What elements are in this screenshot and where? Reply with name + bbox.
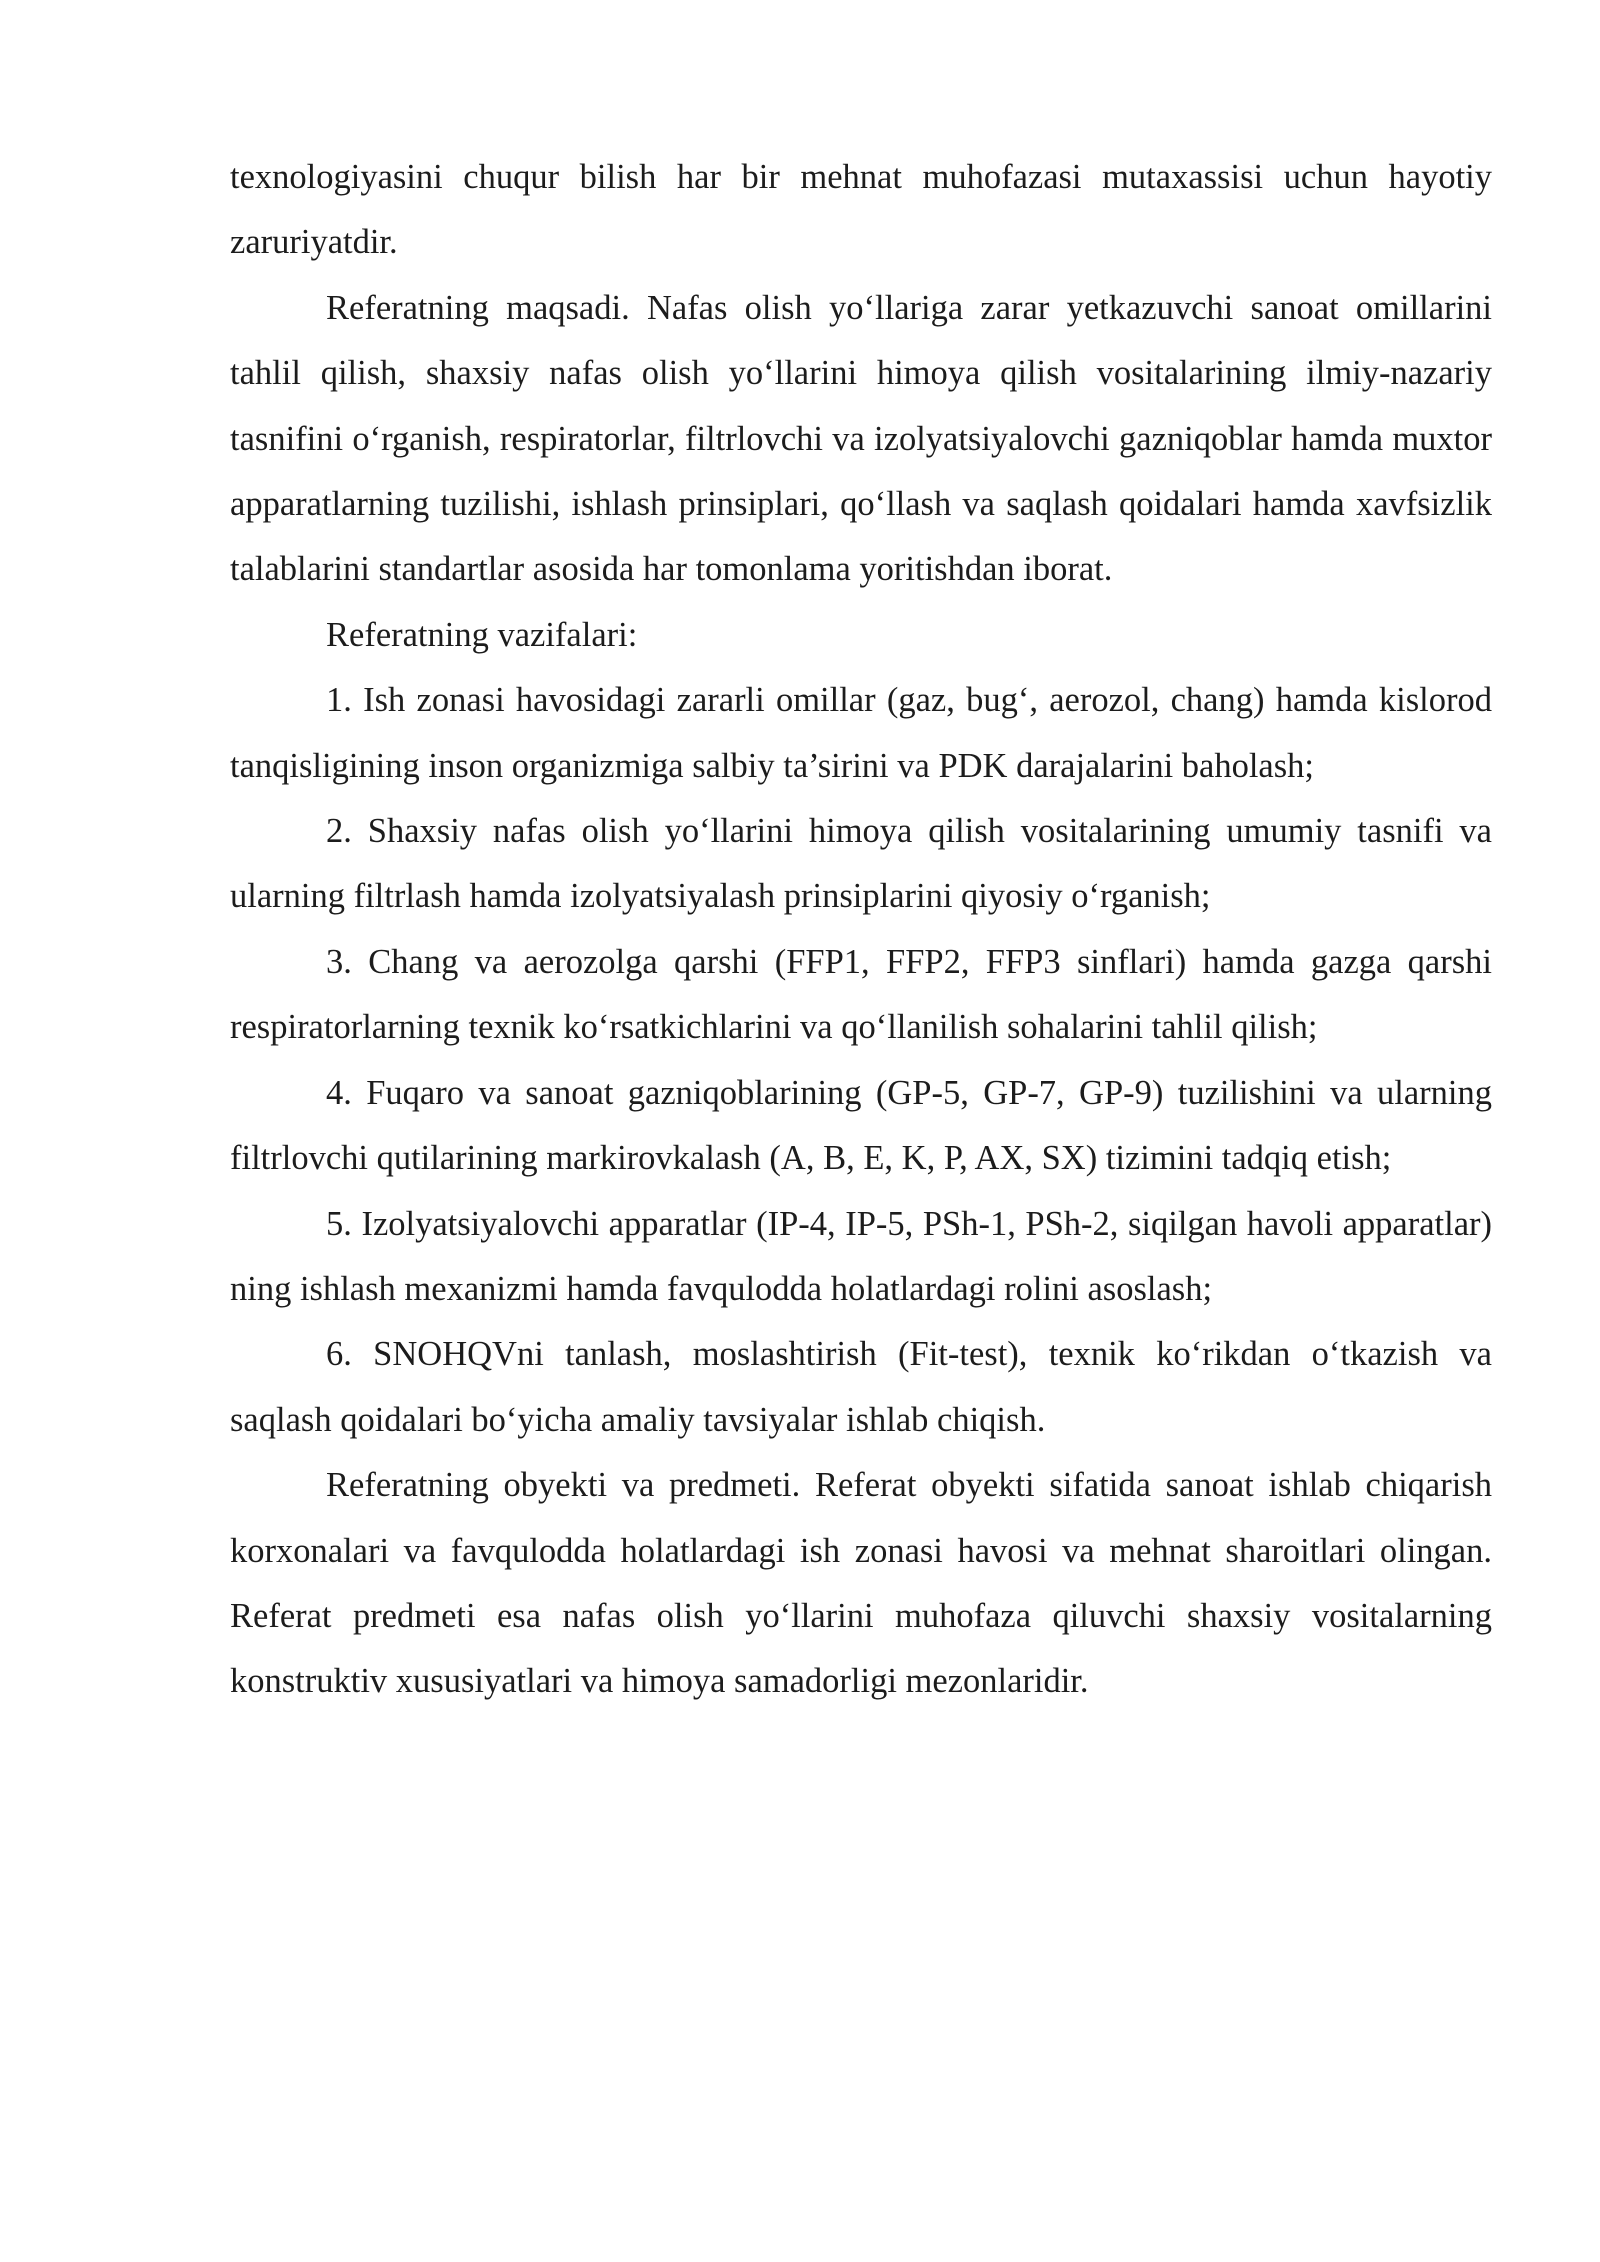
task-item-3: 3. Chang va aerozolga qarshi (FFP1, FFP2, FFP3 sinflari) hamda gazga qarshi respiratorlarning texnik ko‘rsatkichlarini va qo‘llanilish sohalarini tahlil qilish; xyxy=(230,942,1492,1047)
paragraph-object-subject: Referatning obyekti va predmeti. Referat obyekti sifatida sanoat ishlab chiqarish korxonalari va favqulodda holatlardagi ish zonasi havosi va mehnat sharoitlari olingan. Referat predmeti esa nafas olish yo‘llarini muhofaza qiluvchi shaxsiy vositalarning konstruktiv xususiyatlari va himoya samadorligi mezonlaridir. xyxy=(230,1466,1492,1701)
task-item-1: 1. Ish zonasi havosidagi zararli omillar (gaz, bug‘, aerozol, chang) hamda kislorod tanqisligining inson organizmiga salbiy ta’sirini va PDK darajalarini baholash; xyxy=(230,681,1492,785)
paragraph-continuation: texnologiyasini chuqur bilish har bir mehnat muhofazasi mutaxassisi uchun hayotiy zaruriyatdir. xyxy=(230,158,1492,262)
task-item-4: 4. Fuqaro va sanoat gazniqoblarining (GP-5, GP-7, GP-9) tuzilishini va ularning filtrlovchi qutilarining markirovkalash (A, B, E, K, P, AX, SX) tizimini tadqiq etish; xyxy=(230,1073,1492,1178)
task-item-5: 5. Izolyatsiyalovchi apparatlar (IP-4, IP-5, PSh-1, PSh-2, siqilgan havoli apparatlar) ning ishlash mexanizmi hamda favqulodda holatlardagi rolini asoslash; xyxy=(230,1204,1492,1308)
paragraph-tasks-heading: Referatning vazifalari: xyxy=(326,615,638,654)
task-item-2: 2. Shaxsiy nafas olish yo‘llarini himoya qilish vositalarining umumiy tasnifi va ularning filtrlash hamda izolyatsiyalash prinsiplarini qiyosiy o‘rganish; xyxy=(230,812,1492,916)
paragraph-purpose: Referatning maqsadi. Nafas olish yo‘llariga zarar yetkazuvchi sanoat omillarini tahlil qilish, shaxsiy nafas olish yo‘llarini himoya qilish vositalarining ilmiy-nazariy tasnifini o‘rganish, respiratorlar, filtrlovchi va izolyatsiyalovchi gazniqoblar hamda muxtor apparatlarning tuzilishi, ishlash prinsiplari, qo‘llash va saqlash qoidalari hamda xavfsizlik talablarini standartlar asosida har tomonlama yoritishdan iborat. xyxy=(230,288,1492,589)
document-body xyxy=(230,145,1492,1715)
task-item-6: 6. SNOHQVni tanlash, moslashtirish (Fit-test), texnik ko‘rikdan o‘tkazish va saqlash qoidalari bo‘yicha amaliy tavsiyalar ishlab chiqish. xyxy=(230,1335,1492,1439)
